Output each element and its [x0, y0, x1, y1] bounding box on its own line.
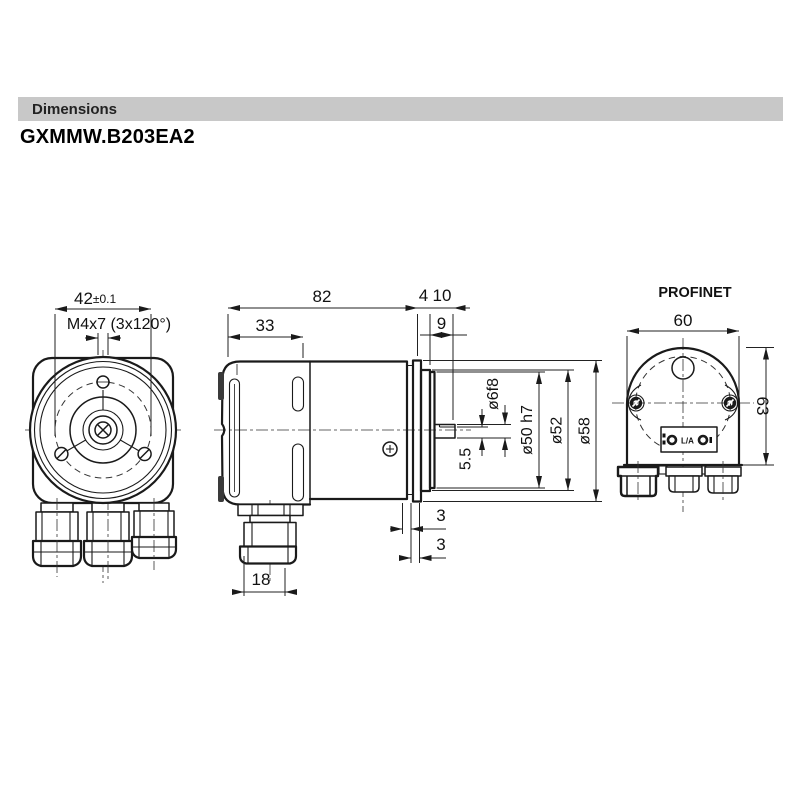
dim-3-step: 3 [436, 535, 446, 554]
side-view [214, 286, 602, 596]
dim-d52: ø52 [548, 416, 566, 445]
dim-5-5: 5.5 [457, 447, 475, 471]
page-title: GXMMW.B203EA2 [20, 126, 195, 148]
dim-63: 63 [753, 396, 772, 416]
dim-10: 10 [432, 286, 452, 305]
front-cable-glands [33, 498, 176, 580]
front-view [25, 289, 181, 583]
dim-33: 33 [255, 316, 275, 335]
dim-d6f8: ø6f8 [485, 377, 502, 411]
dim-4: 4 [418, 286, 429, 305]
dim-3-disc: 3 [436, 506, 446, 525]
dim-m4-label: M4x7 (3x120°) [66, 316, 172, 333]
side-connection-cap [218, 362, 310, 505]
front-dim-thread [67, 316, 171, 355]
panel-mark [663, 441, 666, 445]
dim-42-label: 42±0.1 [74, 289, 117, 308]
side-flange-shaft [407, 361, 455, 502]
rear-led-panel [661, 427, 717, 452]
rear-view-title: PROFINET [658, 285, 732, 301]
section-header-label: Dimensions [32, 100, 118, 118]
dim-d58: ø58 [576, 417, 594, 445]
dim-d50h7: ø50 h7 [519, 405, 536, 455]
led-label: L/A [681, 436, 694, 446]
dim-82: 82 [312, 287, 332, 306]
dim-18: 18 [251, 570, 271, 589]
dim-60: 60 [673, 311, 693, 330]
rear-view [612, 285, 774, 512]
dim-9: 9 [436, 314, 447, 333]
panel-mark [710, 437, 713, 443]
rear-cable-glands [618, 461, 741, 503]
panel-mark [663, 434, 666, 438]
side-dims-diameters [423, 361, 602, 502]
side-cable-gland [238, 505, 303, 564]
